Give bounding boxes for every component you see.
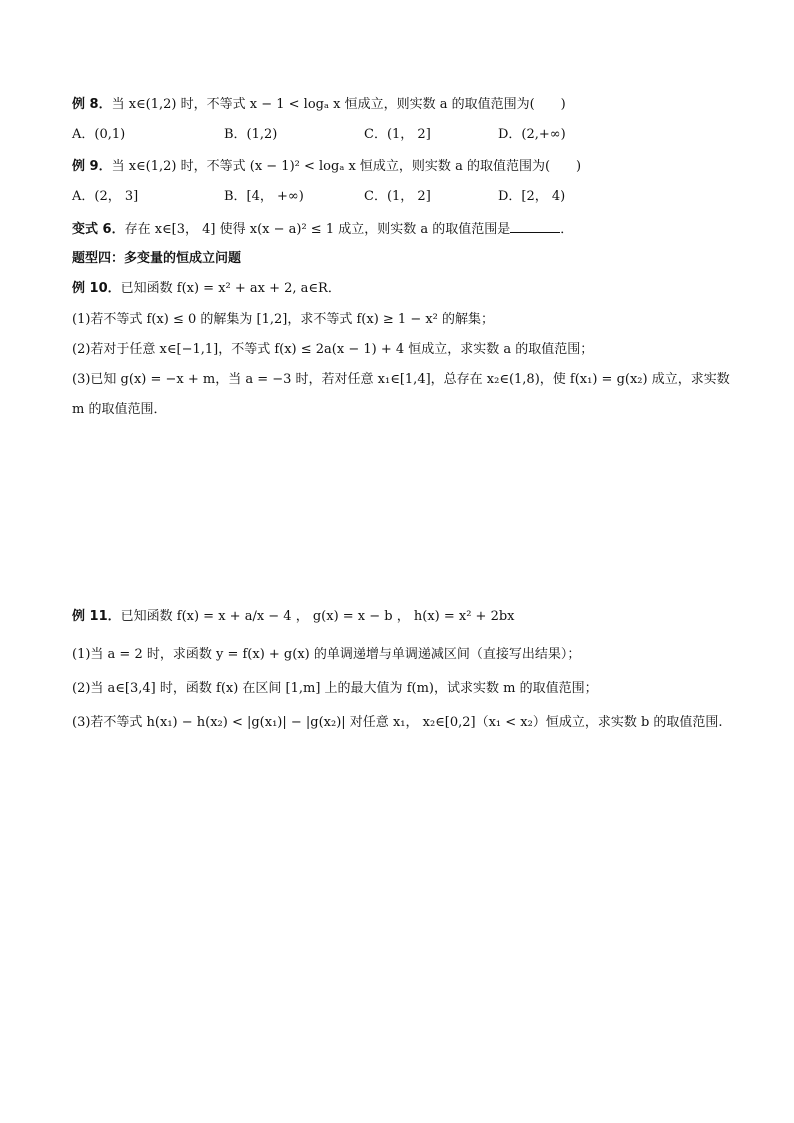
example-11-q1: (1)当 a = 2 时，求函数 y = f(x) + g(x) 的单调递增与单调递减区间（直接写出结果）； [72,647,581,662]
example-11-q3: (3)若不等式 h(x₁) − h(x₂) < |g(x₁)| − |g(x₂)| 对任意 x₁， x₂∈[0,2]（x₁ < x₂）恒成立，求实数 b 的取值范围. [72,715,723,730]
example-11-text: 已知函数 f(x) = x + a/x − 4 ， g(x) = x − b ， h(x) = x² + 2bx [120,609,515,624]
example-9-option-a[interactable]: A．(2， 3] [72,189,139,204]
variant-6-label: 变式 6． [72,222,125,237]
example-8-stem [72,96,762,114]
example-10-q3: (3)已知 g(x) = −x + m，当 a = −3 时，若对任意 x₁∈[1,4]，总存在 x₂∈(1,8)，使 f(x₁) = g(x₂) 成立，求实数 [72,372,730,387]
example-10-q2: (2)若对于任意 x∈[−1,1]，不等式 f(x) ≤ 2a(x − 1) + 4 恒成立，求实数 a 的取值范围； [72,342,594,357]
answer-blank[interactable] [510,220,560,233]
section-heading: 题型四：多变量的恒成立问题 [72,251,242,266]
example-9-option-d[interactable]: D．[2， 4) [498,189,566,204]
example-8-option-b[interactable]: B．(1,2) [224,127,278,142]
example-8-text: 当 x∈(1,2) 时，不等式 x − 1 < logₐ x 恒成立，则实数 a 的取值范围为( ) [111,97,566,112]
example-9-label: 例 9． [72,159,112,174]
variant-6-stem [72,220,762,239]
example-9-text: 当 x∈(1,2) 时，不等式 (x − 1)² < logₐ x 恒成立，则实数 a 的取值范围为( ) [111,159,582,174]
example-10-q3-continued: m 的取值范围． [72,402,167,417]
example-10-stem [72,280,762,298]
example-10-q1: (1)若不等式 f(x) ≤ 0 的解集为 [1,2]，求不等式 f(x) ≥ 1 − x² 的解集； [72,312,495,327]
example-8-option-d[interactable]: D．(2,+∞) [498,127,566,142]
example-8-option-c[interactable]: C．(1， 2] [364,127,431,142]
example-9-stem [72,158,762,176]
example-11-label: 例 11． [72,609,121,624]
variant-6-tail: ． [560,222,574,237]
example-8-label: 例 8． [72,97,112,112]
example-10-text: 已知函数 f(x) = x² + ax + 2, a∈R． [120,281,341,296]
variant-6-text: 存在 x∈[3， 4] 使得 x(x − a)² ≤ 1 成立，则实数 a 的取值范围是 [124,222,511,237]
example-11-q2: (2)当 a∈[3,4] 时，函数 f(x) 在区间 [1,m] 上的最大值为 f(m)，试求实数 m 的取值范围； [72,681,598,696]
example-8-option-a[interactable]: A．(0,1) [72,127,126,142]
example-11-stem [72,608,762,626]
example-10-label: 例 10． [72,281,121,296]
example-9-option-c[interactable]: C．(1， 2] [364,189,431,204]
example-9-option-b[interactable]: B．[4， +∞) [224,189,304,204]
